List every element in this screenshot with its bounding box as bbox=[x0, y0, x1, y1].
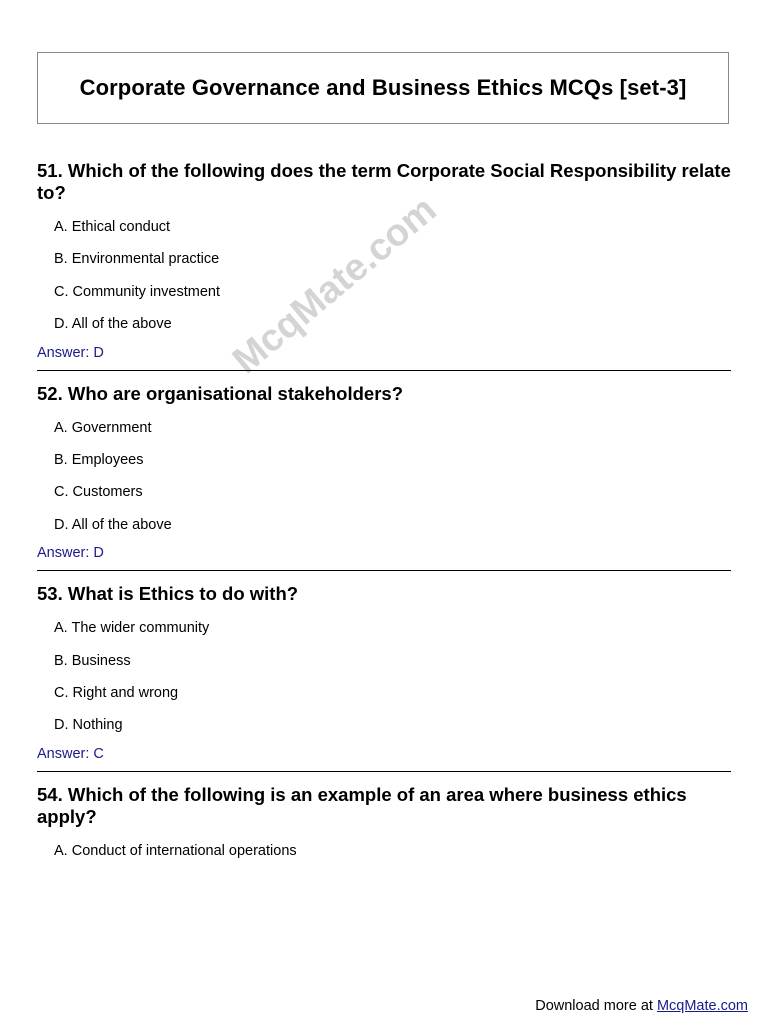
option-list bbox=[37, 218, 731, 333]
question-block bbox=[37, 583, 731, 772]
question-block bbox=[37, 383, 731, 572]
question-block bbox=[37, 160, 731, 371]
answer-text: Answer: C bbox=[37, 745, 104, 762]
question-text: 51. Which of the following does the term Corporate Social Responsibility relate to? bbox=[37, 160, 731, 203]
option: A. Government bbox=[54, 419, 152, 436]
option: C. Right and wrong bbox=[54, 684, 179, 701]
question-block bbox=[37, 784, 731, 860]
page-title: Corporate Governance and Business Ethics MCQs [set-3] bbox=[79, 75, 687, 100]
title-box bbox=[37, 52, 729, 124]
option: A. The wider community bbox=[54, 620, 210, 637]
question-list bbox=[37, 160, 731, 874]
option: B. Environmental practice bbox=[54, 251, 220, 268]
answer-text: Answer: D bbox=[37, 344, 104, 361]
option: D. Nothing bbox=[54, 717, 123, 734]
option: D. All of the above bbox=[54, 316, 172, 333]
option-list bbox=[37, 419, 731, 534]
option: C. Customers bbox=[54, 484, 143, 501]
option-list bbox=[37, 842, 731, 860]
question-text: 53. What is Ethics to do with? bbox=[37, 583, 299, 605]
answer-text: Answer: D bbox=[37, 545, 104, 562]
option: B. Employees bbox=[54, 451, 144, 468]
option: D. All of the above bbox=[54, 516, 172, 533]
question-text: 52. Who are organisational stakeholders? bbox=[37, 382, 403, 404]
footer bbox=[535, 998, 748, 1014]
question-text: 54. Which of the following is an example of an area where business ethics apply? bbox=[37, 783, 687, 827]
footer-prefix: Download more at bbox=[535, 998, 657, 1014]
footer-link[interactable]: McqMate.com bbox=[656, 998, 748, 1014]
option: C. Community investment bbox=[54, 283, 220, 300]
option: A. Ethical conduct bbox=[54, 219, 171, 235]
option-list bbox=[37, 619, 731, 734]
watermark: McqMate.com bbox=[225, 188, 445, 383]
option: B. Business bbox=[54, 652, 131, 669]
option: A. Conduct of international operations bbox=[54, 842, 297, 859]
